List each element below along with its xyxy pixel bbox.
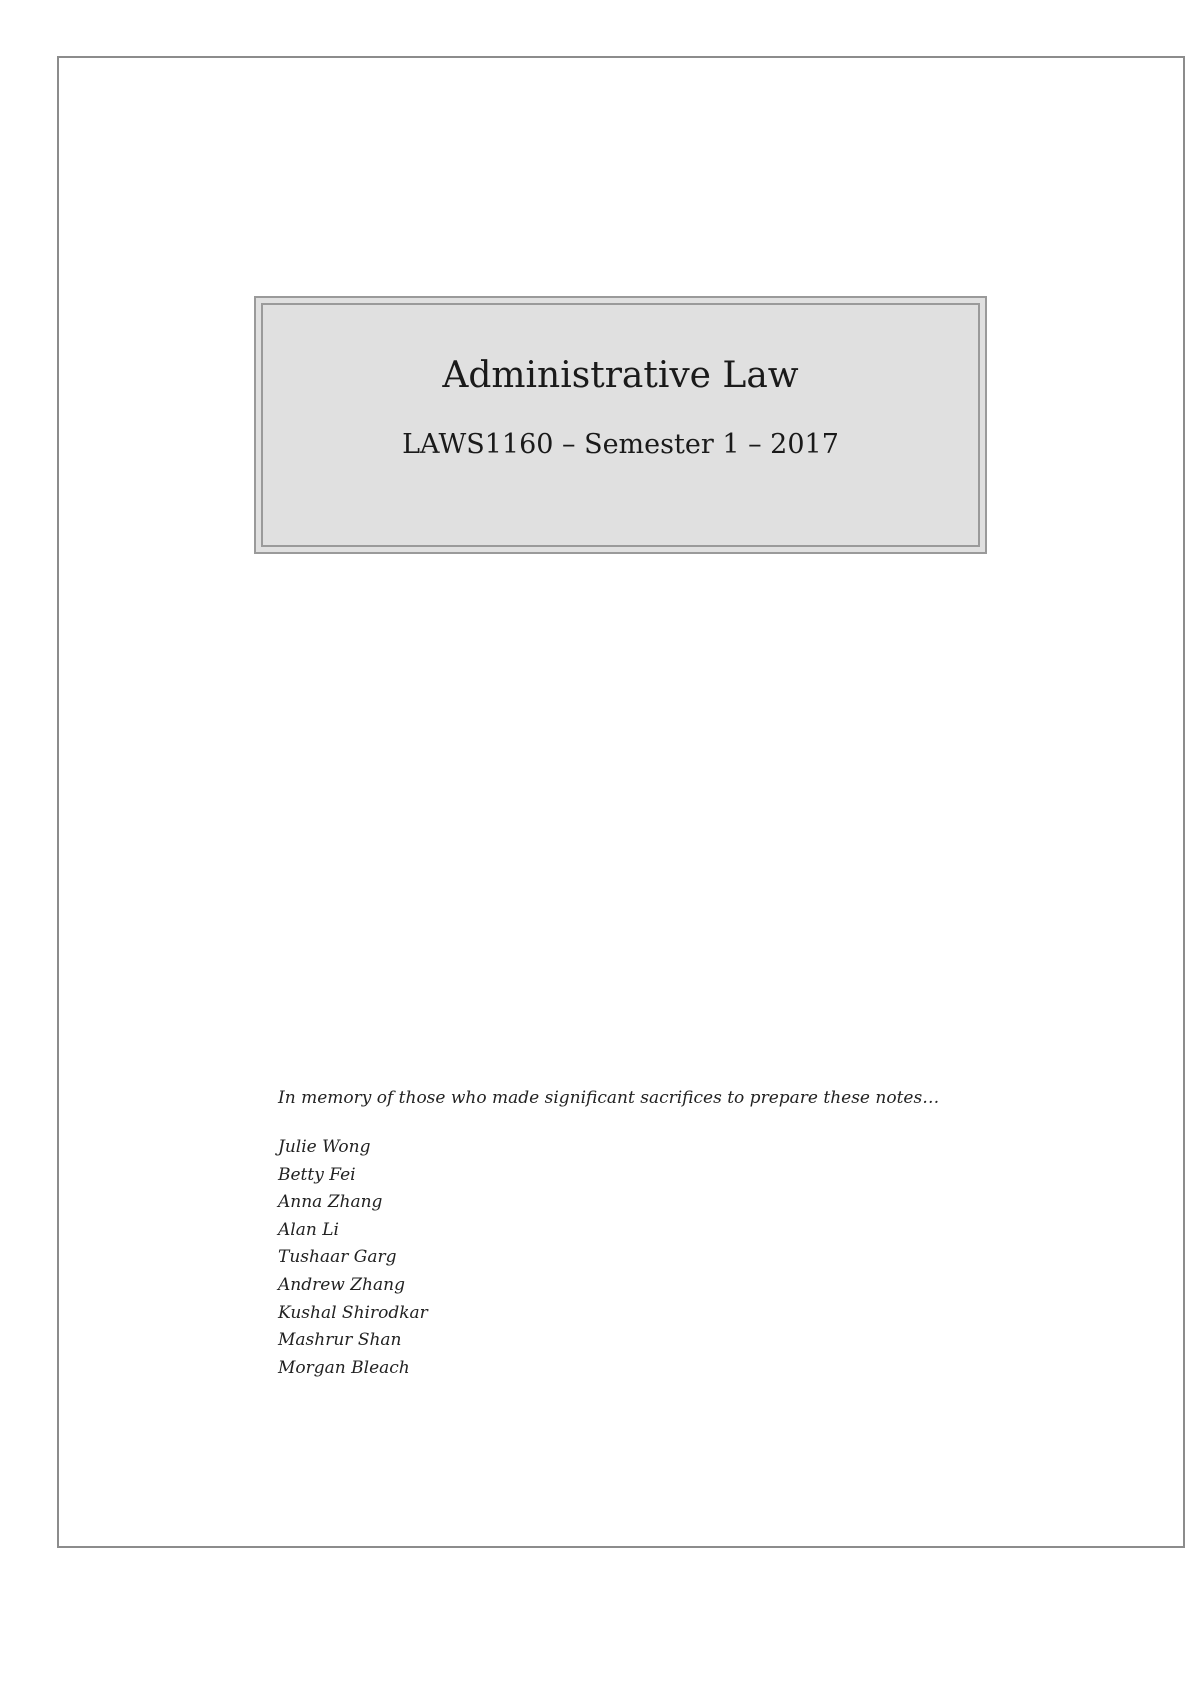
contributor-name: Alan Li xyxy=(278,1219,339,1240)
title-box-inner xyxy=(261,303,980,547)
contributor-name: Julie Wong xyxy=(278,1137,371,1157)
contributor-name: Andrew Zhang xyxy=(278,1274,405,1295)
document-title: Administrative Law xyxy=(442,355,799,396)
contributor-name: Betty Fei xyxy=(278,1164,356,1185)
contributor-name: Tushaar Garg xyxy=(278,1247,397,1268)
page-border xyxy=(57,56,1185,1548)
contributor-list xyxy=(278,1134,428,1382)
contributor-name: Mashrur Shan xyxy=(278,1330,402,1351)
contributor-name: Morgan Bleach xyxy=(278,1357,410,1378)
contributor-name: Kushal Shirodkar xyxy=(278,1302,428,1323)
contributor-name: Anna Zhang xyxy=(278,1192,383,1213)
title-box xyxy=(254,296,987,554)
document-subtitle: LAWS1160 – Semester 1 – 2017 xyxy=(402,429,839,460)
dedication-text: In memory of those who made significant sacrifices to prepare these notes… xyxy=(278,1088,940,1108)
